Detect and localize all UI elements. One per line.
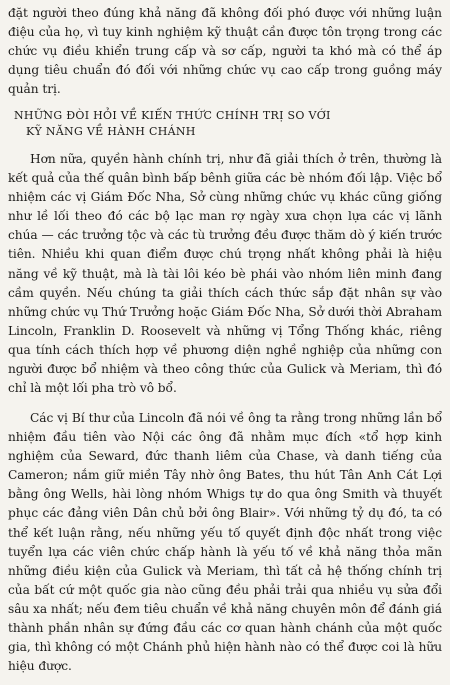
body-paragraph-2: Các vị Bí thư của Lincoln đã nói về ông ta rằng trong những lần bổ nhiệm đầu tiên vào Nội các ông đã nhằm mục đích «tổ hợp kinh nghiệm của Seward, đức thanh liêm của Chase, và danh tiếng của Cameron; nắm giữ miền Tây nhờ ông Bates, thu hút Tân Anh Cát Lợi bằng ông Wells, hài lòng nhóm Whigs tự do qua ông Smith và thuyết phục các đảng viên Dân chủ bởi ông Blair». Với những tỷ dụ đó, ta có thể kết luận rằng, nếu những yếu tố quyết định độc nhất trong việc tuyển lựa các viên chức chấp hành là yếu tố về khả năng thỏa mãn những điều kiện của Gulick và Meriam, thì tất cả hệ thống chính trị của bất cứ một quốc gia nào cũng đều phải trải qua nhiều vụ sửa đổi sâu xa nhất; nếu đem tiêu chuẩn về khả năng chuyên môn để đánh giá thành phần nhân sự đứng đầu các cơ quan hành chánh của một quốc gia, thì không có một Chánh phủ hiện hành nào có thể được coi là hữu hiệu được. bbox=[8, 411, 442, 674]
intro-paragraph: đặt người theo đúng khả năng đã không đối phó được với những luận điệu của họ, vì tuy kinh nghiệm kỹ thuật cần được tôn trọng trong các chức vụ điều khiển trung cấp và sơ cấp, người ta khó mà có thể áp dụng tiêu chuẩn đó đối với những chức vụ cao cấp trong guồng máy quản trị. bbox=[8, 6, 442, 97]
section-heading bbox=[14, 108, 434, 140]
section-heading-line-2: KỸ NĂNG VỀ HÀNH CHÁNH bbox=[26, 125, 196, 138]
section-heading-line-1: NHỮNG ĐÒI HỎI VỀ KIẾN THỨC CHÍNH TRỊ SO VỚI bbox=[14, 109, 331, 122]
body-paragraph-1: Hơn nữa, quyền hành chính trị, như đã giải thích ở trên, thường là kết quả của thế quân bình bấp bênh giữa các bè nhóm đối lập. Việc bổ nhiệm các vị Giám Đốc Nha, Sở cùng những chức vụ khác cũng giống như lề lối theo đó các bộ lạc man rợ ngày xưa chọn lựa các vị lãnh chúa — các trưởng tộc và các tù trưởng đều được thăm dò ý kiến trước tiên. Nhiều khi quan điểm được chú trọng nhất không phải là hiệu năng về kỹ thuật, mà là tài lôi kéo bè phái vào nhóm liên minh đang cầm quyền. Nếu chúng ta giải thích cách thức sắp đặt nhân sự vào những chức vụ Thứ Trưởng hoặc Giám Đốc Nha, Sở dưới thời Abraham Lincoln, Franklin D. Roosevelt và những vị Tổng Thống khác, riêng qua tính cách thích hợp về phương diện nghề nghiệp của những con người được bổ nhiệm và theo công thức của Gulick và Meriam, thì đó chỉ là một lối pha trò vô bổ. bbox=[8, 152, 442, 396]
